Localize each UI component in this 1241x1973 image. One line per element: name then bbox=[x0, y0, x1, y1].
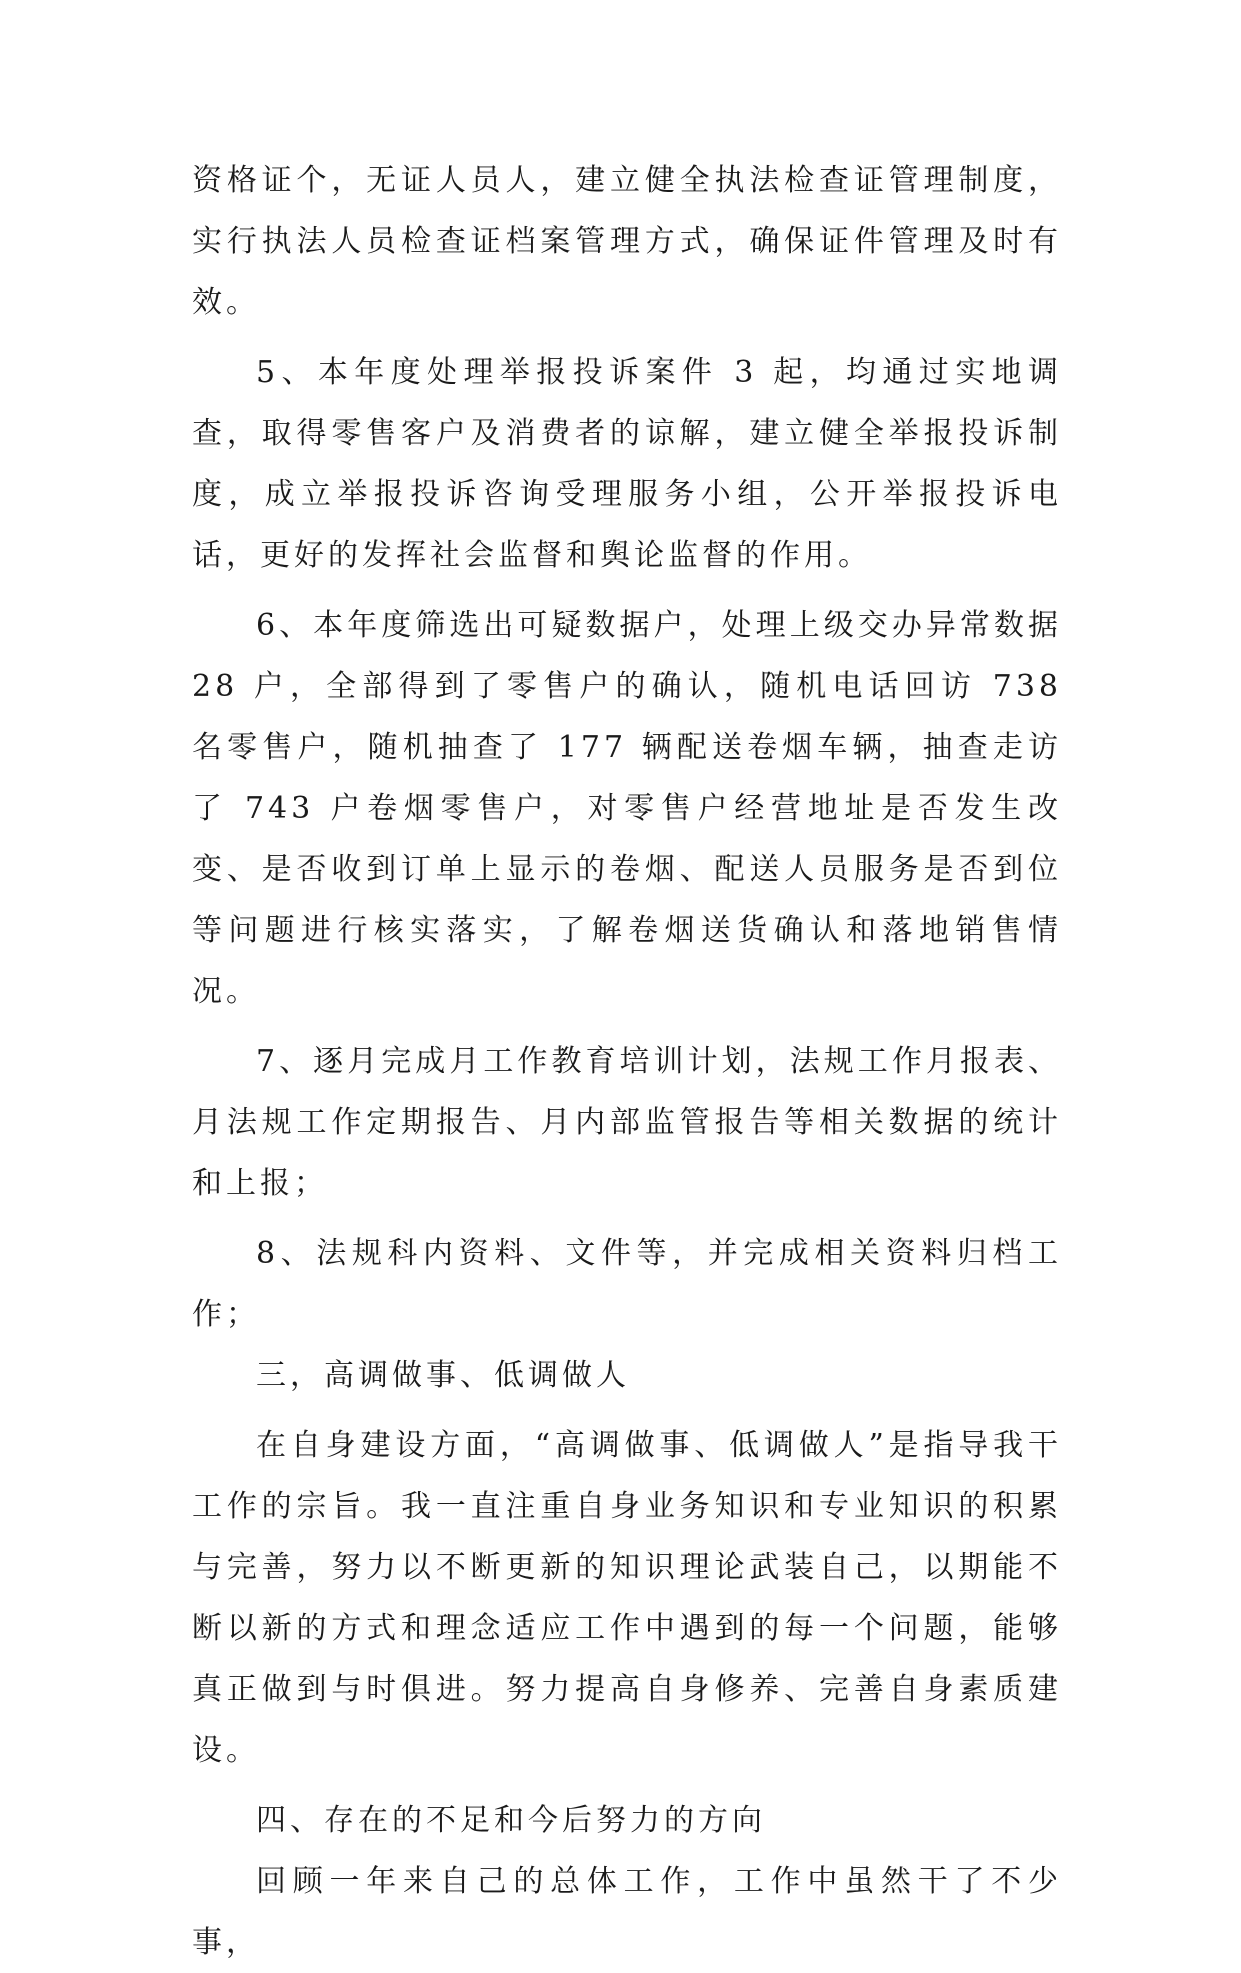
section-heading-4: 四、存在的不足和今后努力的方向 bbox=[256, 1803, 766, 1838]
document-body bbox=[192, 150, 1062, 1973]
paragraph-item-6: 6、本年度筛选出可疑数据户，处理上级交办异常数据 28 户，全部得到了零售户的确认，随机电话回访 738 名零售户，随机抽查了 177 辆配送卷烟车辆，抽查走访了 743 户卷烟零售户，对零售户经营地址是否发生改变、是否收到订单上显示的卷烟、配送人员服务是否到位等问题进行核实落实，了解卷烟送货确认和落地销售情况。 bbox=[192, 608, 1062, 1009]
paragraph-self-development: 在自身建设方面，“高调做事、低调做人”是指导我干工作的宗旨。我一直注重自身业务知识和专业知识的积累与完善，努力以不断更新的知识理论武装自己，以期能不断以新的方式和理念适应工作中遇到的每一个问题，能够真正做到与时俱进。努力提高自身修养、完善自身素质建设。 bbox=[192, 1428, 1062, 1768]
section-heading-3: 三，高调做事、低调做人 bbox=[256, 1358, 630, 1393]
paragraph-item-7: 7、逐月完成月工作教育培训计划，法规工作月报表、月法规工作定期报告、月内部监管报告等相关数据的统计和上报； bbox=[192, 1044, 1062, 1201]
paragraph-item-8: 8、法规科内资料、文件等，并完成相关资料归档工作； bbox=[192, 1236, 1062, 1332]
paragraph-review: 回顾一年来自己的总体工作，工作中虽然干了不少事， bbox=[192, 1864, 1062, 1960]
paragraph-continuation: 资格证个，无证人员人，建立健全执法检查证管理制度，实行执法人员检查证档案管理方式，确保证件管理及时有效。 bbox=[192, 163, 1062, 320]
paragraph-item-5: 5、本年度处理举报投诉案件 3 起，均通过实地调查，取得零售客户及消费者的谅解，建立健全举报投诉制度，成立举报投诉咨询受理服务小组，公开举报投诉电话，更好的发挥社会监督和舆论监督的作用。 bbox=[192, 355, 1062, 573]
